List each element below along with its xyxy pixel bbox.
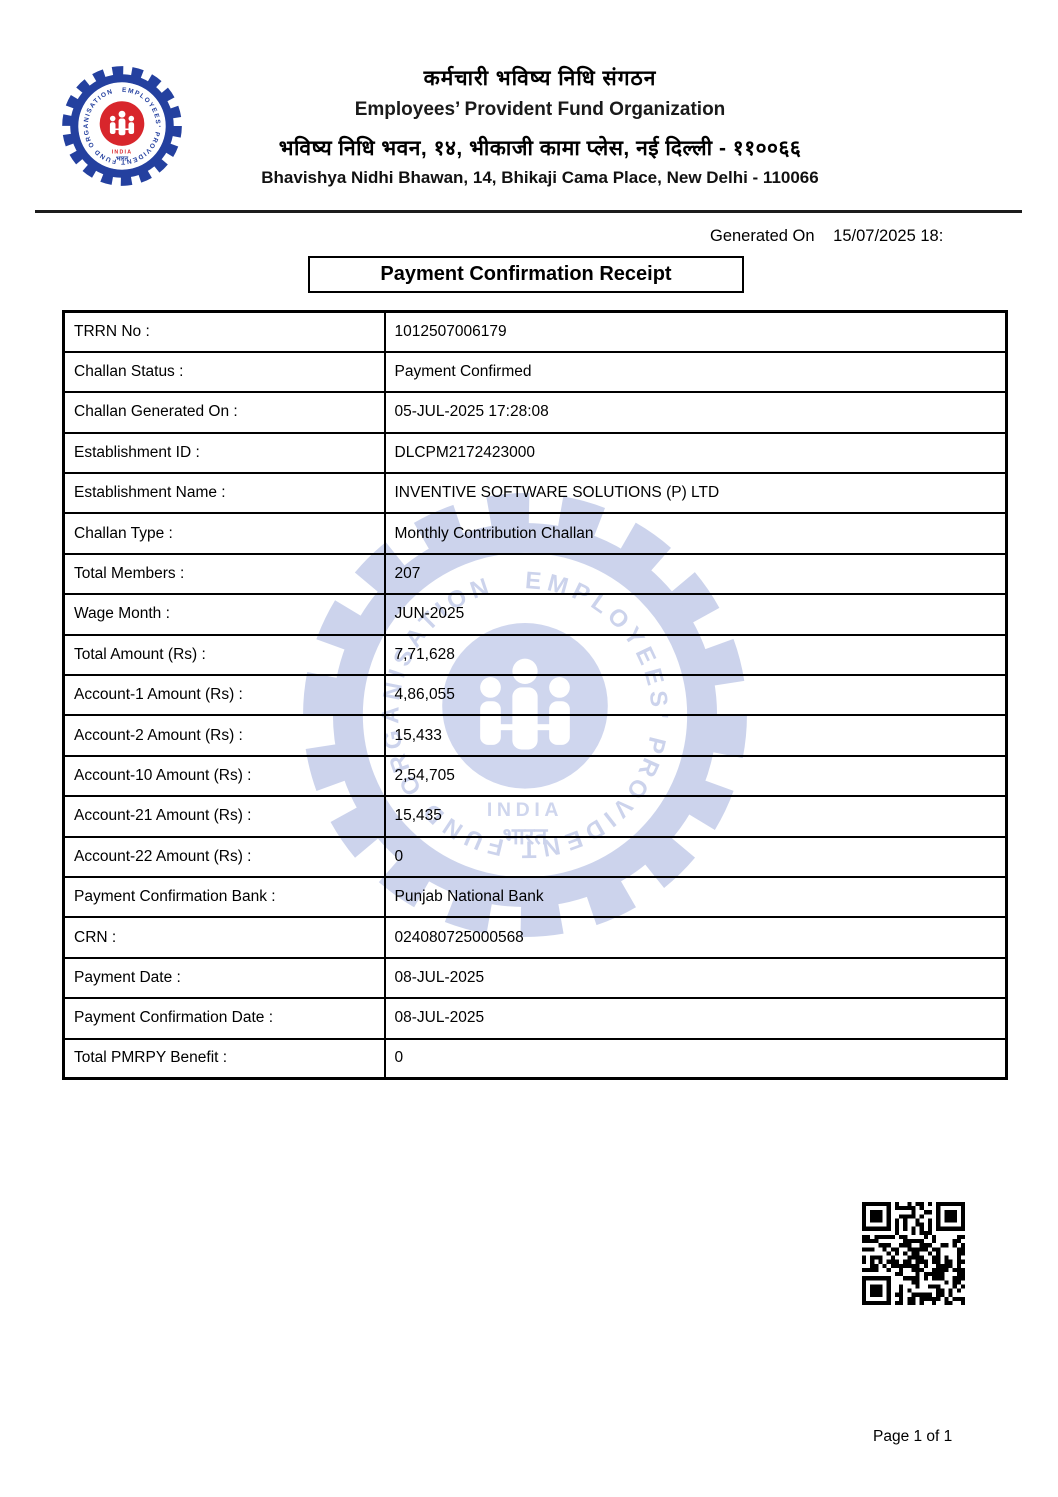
row-label: Total Amount (Rs) :	[64, 635, 385, 675]
row-label: TRRN No :	[64, 312, 385, 352]
row-label: Payment Confirmation Bank :	[64, 877, 385, 917]
org-name-hindi: कर्मचारी भविष्य निधि संगठन	[423, 67, 657, 90]
row-label: Challan Status :	[64, 352, 385, 392]
header	[190, 64, 890, 188]
row-value: 4,86,055	[385, 675, 1007, 715]
row-label: Account-2 Amount (Rs) :	[64, 715, 385, 755]
row-label: Account-21 Amount (Rs) :	[64, 796, 385, 836]
row-value: INVENTIVE SOFTWARE SOLUTIONS (P) LTD	[385, 473, 1007, 513]
row-value: Monthly Contribution Challan	[385, 513, 1007, 553]
row-value: 7,71,628	[385, 635, 1007, 675]
row-value: 0	[385, 837, 1007, 877]
row-label: Account-10 Amount (Rs) :	[64, 756, 385, 796]
table-row	[64, 998, 1007, 1038]
table-row	[64, 594, 1007, 634]
row-label: Total PMRPY Benefit :	[64, 1039, 385, 1079]
generated-on-label: Generated On	[710, 227, 815, 245]
row-value: 15,433	[385, 715, 1007, 755]
table-row	[64, 554, 1007, 594]
row-label: Wage Month :	[64, 594, 385, 634]
qr-code	[862, 1202, 965, 1305]
row-label: Account-22 Amount (Rs) :	[64, 837, 385, 877]
table-row	[64, 1039, 1007, 1079]
table-row	[64, 473, 1007, 513]
table-row	[64, 796, 1007, 836]
org-address-english: Bhavishya Nidhi Bhawan, 14, Bhikaji Cama Place, New Delhi - 110066	[261, 168, 819, 187]
table-row	[64, 756, 1007, 796]
header-divider	[35, 210, 1022, 213]
row-value: 2,54,705	[385, 756, 1007, 796]
row-label: Establishment ID :	[64, 433, 385, 473]
table-row	[64, 312, 1007, 352]
row-value: 08-JUL-2025	[385, 958, 1007, 998]
table-row	[64, 675, 1007, 715]
row-label: Challan Type :	[64, 513, 385, 553]
row-value: 1012507006179	[385, 312, 1007, 352]
generated-on-value: 15/07/2025 18:	[833, 227, 944, 245]
row-value: 08-JUL-2025	[385, 998, 1007, 1038]
row-label: Establishment Name :	[64, 473, 385, 513]
table-row	[64, 877, 1007, 917]
row-label: Payment Confirmation Date :	[64, 998, 385, 1038]
row-value: 024080725000568	[385, 917, 1007, 957]
row-label: Challan Generated On :	[64, 392, 385, 432]
table-row	[64, 433, 1007, 473]
page-number: Page 1 of 1	[873, 1428, 953, 1445]
row-value: Punjab National Bank	[385, 877, 1007, 917]
row-value: 207	[385, 554, 1007, 594]
receipt-table	[62, 310, 1008, 1080]
row-value: 0	[385, 1039, 1007, 1079]
table-row	[64, 837, 1007, 877]
row-value: 05-JUL-2025 17:28:08	[385, 392, 1007, 432]
table-row	[64, 917, 1007, 957]
org-name-english: Employees’ Provident Fund Organization	[354, 99, 726, 120]
table-row	[64, 958, 1007, 998]
epfo-logo-icon	[60, 64, 184, 188]
table-row	[64, 513, 1007, 553]
row-value: Payment Confirmed	[385, 352, 1007, 392]
row-label: CRN :	[64, 917, 385, 957]
row-value: DLCPM2172423000	[385, 433, 1007, 473]
table-row	[64, 392, 1007, 432]
row-value: JUN-2025	[385, 594, 1007, 634]
page-title: Payment Confirmation Receipt	[308, 256, 744, 293]
row-value: 15,435	[385, 796, 1007, 836]
table-row	[64, 352, 1007, 392]
row-label: Total Members :	[64, 554, 385, 594]
org-address-hindi: भविष्य निधि भवन, १४, भीकाजी कामा प्लेस, नई दिल्ली - ११००६६	[278, 137, 802, 160]
row-label: Payment Date :	[64, 958, 385, 998]
row-label: Account-1 Amount (Rs) :	[64, 675, 385, 715]
table-row	[64, 715, 1007, 755]
table-row	[64, 635, 1007, 675]
generated-on	[710, 227, 943, 246]
